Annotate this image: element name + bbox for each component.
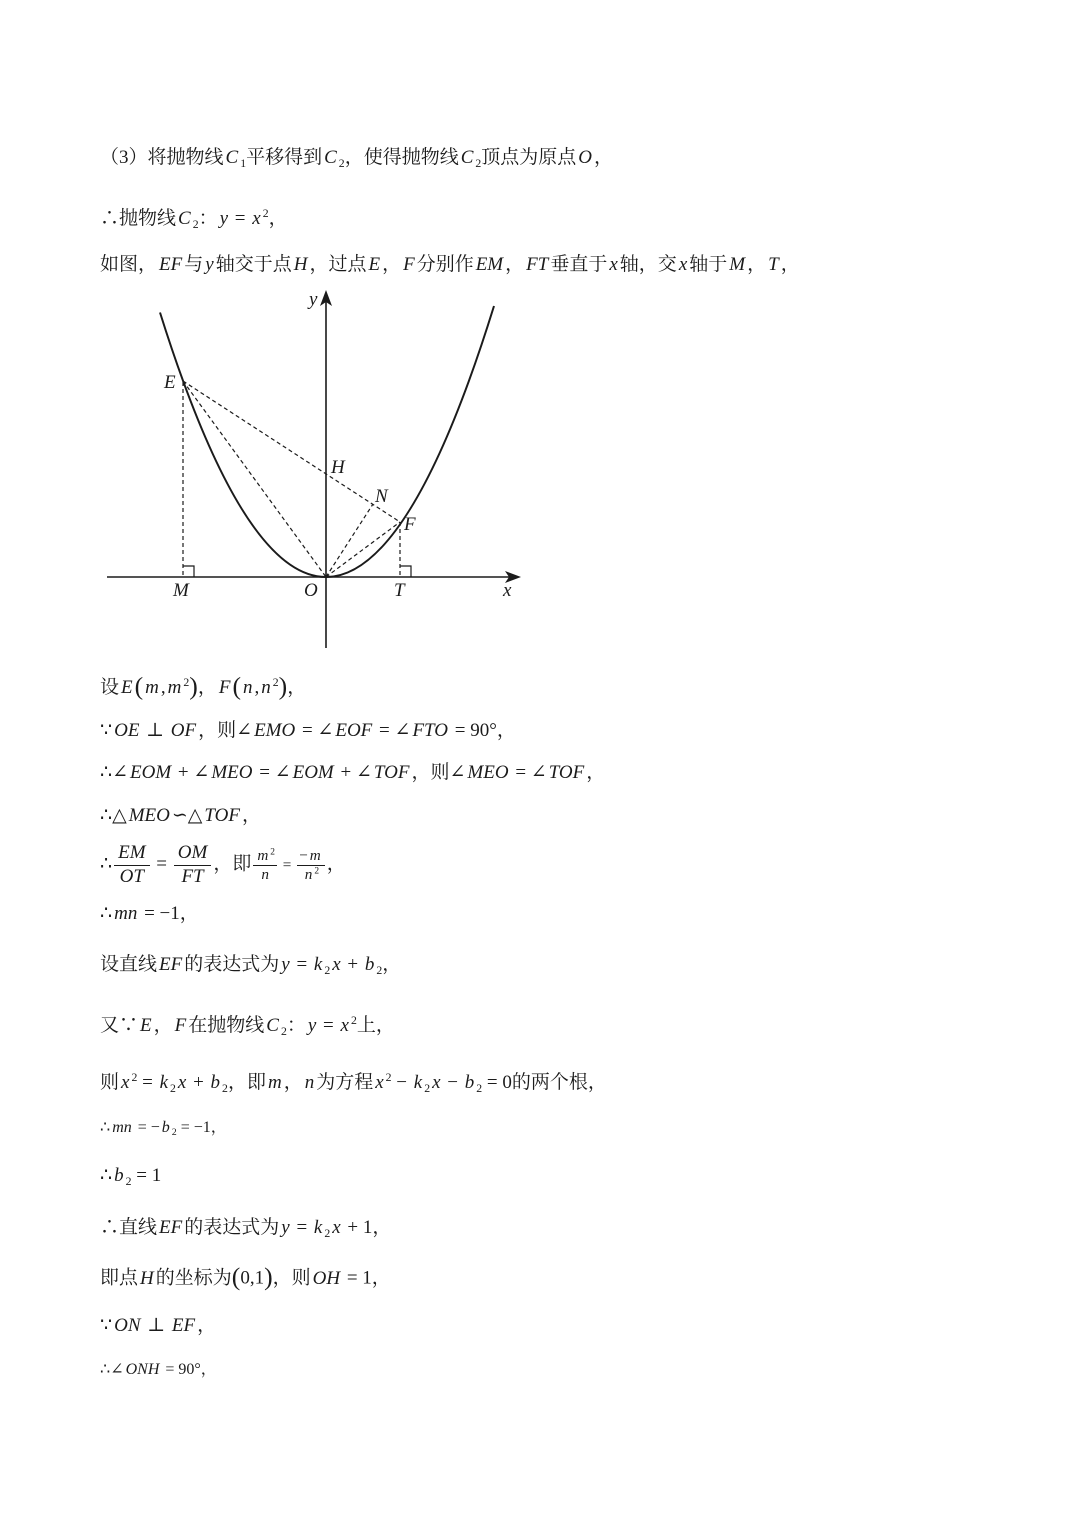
math-variable: m bbox=[257, 846, 269, 864]
text-run: ，使得抛物线 bbox=[344, 147, 459, 168]
superscript: 2 bbox=[385, 1071, 392, 1084]
text-run: ，则 bbox=[198, 720, 237, 741]
math-variable: k bbox=[413, 1072, 423, 1094]
point-label-T: T bbox=[394, 580, 405, 601]
solution-line bbox=[100, 143, 613, 173]
solution-line bbox=[100, 1161, 161, 1191]
text-run: ， bbox=[287, 677, 307, 699]
math-variable: C bbox=[225, 147, 239, 168]
superscript: 2 bbox=[262, 207, 269, 220]
math-variable: b bbox=[210, 1072, 221, 1094]
text-run: ，即 bbox=[213, 853, 252, 875]
solution-line bbox=[100, 899, 199, 929]
text-run: ∴ bbox=[100, 903, 113, 924]
text-run: ∴ bbox=[100, 805, 113, 826]
superscript: 2 bbox=[314, 866, 320, 877]
subscript: 2 bbox=[324, 963, 331, 977]
parenthesis: ( bbox=[232, 671, 241, 701]
solution-line bbox=[100, 1262, 391, 1292]
math-variable: C bbox=[324, 147, 337, 168]
superscript: 2 bbox=[183, 676, 190, 689]
parenthesis: ) bbox=[189, 671, 198, 701]
subscript: 2 bbox=[338, 156, 345, 170]
math-variable: H bbox=[293, 254, 308, 275]
text-run: 上， bbox=[356, 1015, 395, 1037]
text-run: 设直线 bbox=[100, 954, 158, 975]
math-variable: E bbox=[121, 677, 133, 699]
solution-line bbox=[100, 1213, 391, 1243]
math-variable: OT bbox=[119, 865, 144, 887]
math-variable: EOF bbox=[335, 720, 373, 741]
parabola-figure bbox=[100, 285, 530, 655]
math-expression: △ bbox=[112, 805, 127, 826]
math-variable: k bbox=[313, 954, 323, 975]
math-variable: m bbox=[309, 846, 321, 864]
math-variable: m bbox=[167, 677, 182, 699]
math-expression: ∠ bbox=[236, 720, 253, 741]
subscript: 2 bbox=[324, 1226, 331, 1240]
math-expression: = − bbox=[133, 1119, 160, 1136]
solution-line bbox=[100, 842, 346, 887]
fraction bbox=[253, 847, 277, 884]
text-run: 轴于 bbox=[689, 254, 728, 275]
subscript: 2 bbox=[475, 156, 482, 170]
math-variable: EF bbox=[171, 1315, 196, 1336]
fraction-denominator bbox=[297, 866, 325, 884]
math-variable: m bbox=[145, 677, 159, 699]
superscript: 2 bbox=[272, 676, 279, 689]
text-run: 的表达式为 bbox=[184, 954, 280, 975]
subscript: 2 bbox=[424, 1081, 431, 1095]
text-run: 为方程 bbox=[316, 1072, 374, 1094]
fraction bbox=[297, 847, 325, 884]
math-expression: ∠ bbox=[110, 1361, 124, 1378]
text-run: ， bbox=[153, 1015, 173, 1037]
solution-line bbox=[100, 950, 401, 980]
x-axis-label: x bbox=[503, 580, 512, 601]
math-variable: E bbox=[140, 1015, 152, 1037]
math-variable: EM bbox=[475, 254, 504, 275]
math-variable: H bbox=[140, 1267, 154, 1289]
text-run: 如图， bbox=[100, 254, 158, 275]
subscript: 2 bbox=[125, 1174, 132, 1188]
math-variable: x bbox=[678, 254, 688, 275]
math-expression: = bbox=[230, 208, 251, 230]
point-label-N: N bbox=[375, 486, 388, 507]
text-run: 的表达式为 bbox=[184, 1217, 280, 1238]
text-run: 设 bbox=[100, 677, 120, 699]
point-label-H: H bbox=[331, 457, 345, 478]
math-expression: = 90° bbox=[161, 1361, 201, 1378]
math-variable: y bbox=[219, 208, 229, 230]
segment-EO bbox=[183, 381, 326, 577]
math-expression: = bbox=[291, 954, 312, 975]
parenthesis: ( bbox=[231, 1262, 241, 1291]
text-run: ∴ bbox=[100, 1165, 113, 1186]
math-variable: OH bbox=[312, 1267, 341, 1289]
math-expression: = 0 bbox=[482, 1072, 512, 1094]
math-variable: m bbox=[267, 1072, 282, 1094]
math-expression: + ∠ bbox=[173, 762, 210, 783]
point-label-F: F bbox=[404, 514, 416, 535]
math-variable: x bbox=[252, 208, 261, 230]
math-expression: = ∠ bbox=[510, 762, 547, 783]
math-expression: , bbox=[254, 677, 260, 699]
math-variable: EF bbox=[159, 254, 183, 275]
solution-line bbox=[100, 1063, 607, 1093]
superscript: 2 bbox=[270, 846, 275, 857]
math-variable: x bbox=[121, 1072, 130, 1094]
math-variable: x bbox=[609, 254, 618, 275]
text-run: ， bbox=[747, 254, 767, 275]
math-variable: n bbox=[261, 677, 271, 699]
math-expression: ⊥ bbox=[141, 720, 169, 741]
text-run: 则 bbox=[100, 1072, 120, 1094]
math-variable: MEO bbox=[467, 762, 509, 783]
math-variable: n bbox=[243, 677, 253, 699]
math-expression: − bbox=[391, 1072, 412, 1094]
subscript: 2 bbox=[280, 1024, 287, 1038]
fraction-numerator bbox=[114, 842, 149, 866]
math-expression: ∠ bbox=[449, 762, 466, 783]
math-expression: 0,1 bbox=[240, 1267, 265, 1289]
text-run: 又∵ bbox=[100, 1015, 139, 1037]
math-variable: n bbox=[304, 865, 313, 883]
superscript: 2 bbox=[131, 1071, 138, 1084]
solution-line bbox=[100, 250, 800, 280]
math-expression: − bbox=[442, 1072, 463, 1094]
math-expression: = ∠ bbox=[254, 762, 291, 783]
text-run: 分别作 bbox=[416, 254, 474, 275]
text-run: ∵ bbox=[100, 1315, 113, 1336]
subscript: 1 bbox=[240, 156, 247, 170]
text-run: ， bbox=[372, 1217, 392, 1238]
math-variable: FT bbox=[181, 865, 204, 887]
y-axis-label: y bbox=[309, 289, 318, 310]
fraction-numerator bbox=[253, 847, 277, 866]
subscript: 2 bbox=[192, 217, 199, 231]
text-run: 平移得到 bbox=[246, 147, 323, 168]
fraction-denominator bbox=[174, 866, 212, 889]
math-expression: = ∠ bbox=[297, 720, 334, 741]
text-run: ， bbox=[179, 903, 199, 924]
math-variable: x bbox=[432, 1072, 441, 1094]
math-variable: TOF bbox=[548, 762, 585, 783]
math-variable: b bbox=[114, 1165, 124, 1186]
math-expression: = ∠ bbox=[374, 720, 411, 741]
math-variable: C bbox=[460, 147, 474, 168]
math-variable: OE bbox=[114, 720, 140, 741]
solution-line bbox=[100, 801, 261, 831]
text-run: 顶点为原点 bbox=[481, 147, 577, 168]
text-run: ， bbox=[594, 147, 614, 168]
math-variable: EF bbox=[159, 954, 183, 975]
math-variable: TOF bbox=[373, 762, 410, 783]
math-expression: = bbox=[137, 1072, 158, 1094]
math-variable: EF bbox=[159, 1217, 183, 1238]
solution-line bbox=[100, 716, 516, 746]
math-expression: = 1 bbox=[131, 1165, 162, 1186]
text-run: ， bbox=[197, 677, 217, 699]
superscript: 2 bbox=[350, 1014, 357, 1027]
subscript: 2 bbox=[476, 1081, 483, 1095]
subscript: 2 bbox=[170, 1081, 176, 1095]
text-run: ， bbox=[197, 1315, 217, 1336]
math-variable: y bbox=[281, 1217, 290, 1238]
math-expression: , bbox=[160, 677, 166, 699]
text-run: ，则 bbox=[411, 762, 450, 783]
subscript: 2 bbox=[222, 1081, 228, 1095]
math-variable: OM bbox=[177, 842, 208, 863]
text-run: ， bbox=[283, 1072, 303, 1094]
math-variable: TOF bbox=[204, 805, 240, 826]
subscript: 2 bbox=[376, 963, 383, 977]
text-run: ∴直线 bbox=[100, 1217, 158, 1238]
point-label-M: M bbox=[173, 580, 189, 601]
solution-line bbox=[100, 758, 605, 788]
solution-line bbox=[100, 1113, 227, 1143]
text-run: 与 bbox=[184, 254, 204, 275]
fraction-numerator bbox=[297, 847, 325, 866]
math-variable: n bbox=[261, 865, 269, 883]
math-variable: y bbox=[281, 954, 290, 975]
parenthesis: ) bbox=[278, 671, 288, 701]
solution-line bbox=[100, 1311, 216, 1341]
math-variable: F bbox=[218, 677, 231, 699]
math-variable: k bbox=[159, 1072, 168, 1094]
text-run: ∴ bbox=[100, 762, 113, 783]
text-run: 的两个根， bbox=[511, 1072, 607, 1094]
math-variable: mn bbox=[114, 903, 138, 924]
math-expression: ⊥ bbox=[142, 1315, 170, 1336]
text-run: ， bbox=[200, 1361, 217, 1378]
math-variable: b bbox=[364, 954, 375, 975]
math-expression: ∽△ bbox=[171, 805, 203, 826]
math-variable: EM bbox=[118, 842, 146, 863]
text-run: ∴抛物线 bbox=[100, 208, 177, 230]
math-variable: y bbox=[307, 1015, 317, 1037]
text-run: ， bbox=[268, 208, 288, 230]
text-run: ∴ bbox=[100, 853, 113, 875]
text-run: ， bbox=[496, 720, 516, 741]
text-run: ∴ bbox=[100, 1119, 111, 1136]
text-run: 即点 bbox=[100, 1267, 139, 1289]
text-run: 在抛物线 bbox=[188, 1015, 265, 1037]
text-run: ∵ bbox=[100, 720, 113, 741]
math-variable: EOM bbox=[130, 762, 172, 783]
math-variable: mn bbox=[112, 1119, 132, 1136]
math-variable: E bbox=[368, 254, 381, 275]
math-variable: ON bbox=[114, 1315, 141, 1336]
math-expression: = bbox=[279, 856, 296, 874]
fraction-denominator bbox=[114, 866, 149, 889]
math-variable: x bbox=[332, 954, 341, 975]
text-run: ∴ bbox=[100, 1361, 111, 1378]
math-expression: − bbox=[299, 846, 308, 864]
text-run: ， bbox=[326, 853, 346, 875]
text-run: ， bbox=[241, 805, 261, 826]
math-variable: EMO bbox=[254, 720, 296, 741]
text-run: ， bbox=[505, 254, 525, 275]
text-run: ，即 bbox=[227, 1072, 266, 1094]
text-run: 的坐标为 bbox=[155, 1267, 232, 1289]
math-expression: = bbox=[318, 1015, 339, 1037]
right-angle-mark-M bbox=[183, 566, 194, 577]
solution-line bbox=[100, 199, 288, 229]
parenthesis: ( bbox=[134, 671, 144, 701]
math-variable: n bbox=[304, 1072, 315, 1094]
text-run: （3）将抛物线 bbox=[100, 147, 224, 168]
solution-line bbox=[100, 1355, 217, 1385]
text-run: ， bbox=[382, 254, 402, 275]
parabola-curve bbox=[160, 306, 494, 577]
math-expression: + 1 bbox=[342, 1217, 373, 1238]
point-label-E: E bbox=[164, 372, 176, 393]
text-run: ，过点 bbox=[309, 254, 367, 275]
fraction bbox=[114, 842, 149, 889]
math-expression: = −1 bbox=[176, 1119, 211, 1136]
math-expression: + ∠ bbox=[335, 762, 372, 783]
math-variable: C bbox=[266, 1015, 279, 1037]
solution-line bbox=[100, 668, 307, 701]
math-expression: + bbox=[188, 1072, 209, 1094]
text-run: ，则 bbox=[272, 1267, 311, 1289]
math-expression: = 90° bbox=[450, 720, 497, 741]
parenthesis: ) bbox=[264, 1262, 273, 1291]
math-variable: MEO bbox=[128, 805, 170, 826]
text-run: ， bbox=[371, 1267, 391, 1289]
math-variable: T bbox=[768, 254, 779, 275]
text-run: ， bbox=[382, 954, 402, 975]
math-variable: F bbox=[403, 254, 415, 275]
fraction-denominator bbox=[253, 866, 277, 884]
text-run: ， bbox=[780, 254, 800, 275]
math-variable: b bbox=[464, 1072, 475, 1094]
math-variable: C bbox=[178, 208, 191, 230]
segment-ON bbox=[326, 504, 373, 577]
math-variable: b bbox=[161, 1119, 170, 1136]
math-variable: MEO bbox=[211, 762, 253, 783]
math-variable: OF bbox=[170, 720, 197, 741]
text-run: 轴交于点 bbox=[215, 254, 292, 275]
math-variable: y bbox=[205, 254, 214, 275]
math-variable: x bbox=[340, 1015, 349, 1037]
math-variable: FT bbox=[526, 254, 549, 275]
text-run: 垂直于 bbox=[550, 254, 608, 275]
segment-OF bbox=[326, 522, 400, 577]
segment-EF bbox=[183, 381, 400, 522]
text-run: ： bbox=[198, 208, 218, 230]
math-variable: x bbox=[177, 1072, 187, 1094]
math-variable: M bbox=[729, 254, 746, 275]
math-variable: k bbox=[313, 1217, 323, 1238]
math-variable: x bbox=[375, 1072, 384, 1094]
math-expression: = bbox=[291, 1217, 312, 1238]
fraction-numerator bbox=[174, 842, 212, 866]
math-expression: + bbox=[342, 954, 363, 975]
text-run: ： bbox=[286, 1015, 306, 1037]
math-expression: = −1 bbox=[139, 903, 180, 924]
text-run: ， bbox=[586, 762, 606, 783]
point-label-O: O bbox=[304, 580, 318, 601]
fraction bbox=[174, 842, 212, 889]
math-variable: x bbox=[332, 1217, 341, 1238]
solution-line bbox=[100, 1006, 395, 1036]
math-variable: ONH bbox=[125, 1361, 160, 1378]
math-expression: ∠ bbox=[112, 762, 129, 783]
math-expression: = 1 bbox=[342, 1267, 372, 1289]
text-run: 轴，交 bbox=[619, 254, 677, 275]
math-variable: FTO bbox=[412, 720, 448, 741]
math-expression: = bbox=[151, 853, 172, 875]
math-variable: O bbox=[578, 147, 593, 168]
right-angle-mark-T bbox=[400, 566, 411, 577]
math-variable: F bbox=[174, 1015, 187, 1037]
math-variable: EOM bbox=[292, 762, 334, 783]
text-run: ， bbox=[210, 1119, 227, 1136]
subscript: 2 bbox=[171, 1127, 177, 1139]
